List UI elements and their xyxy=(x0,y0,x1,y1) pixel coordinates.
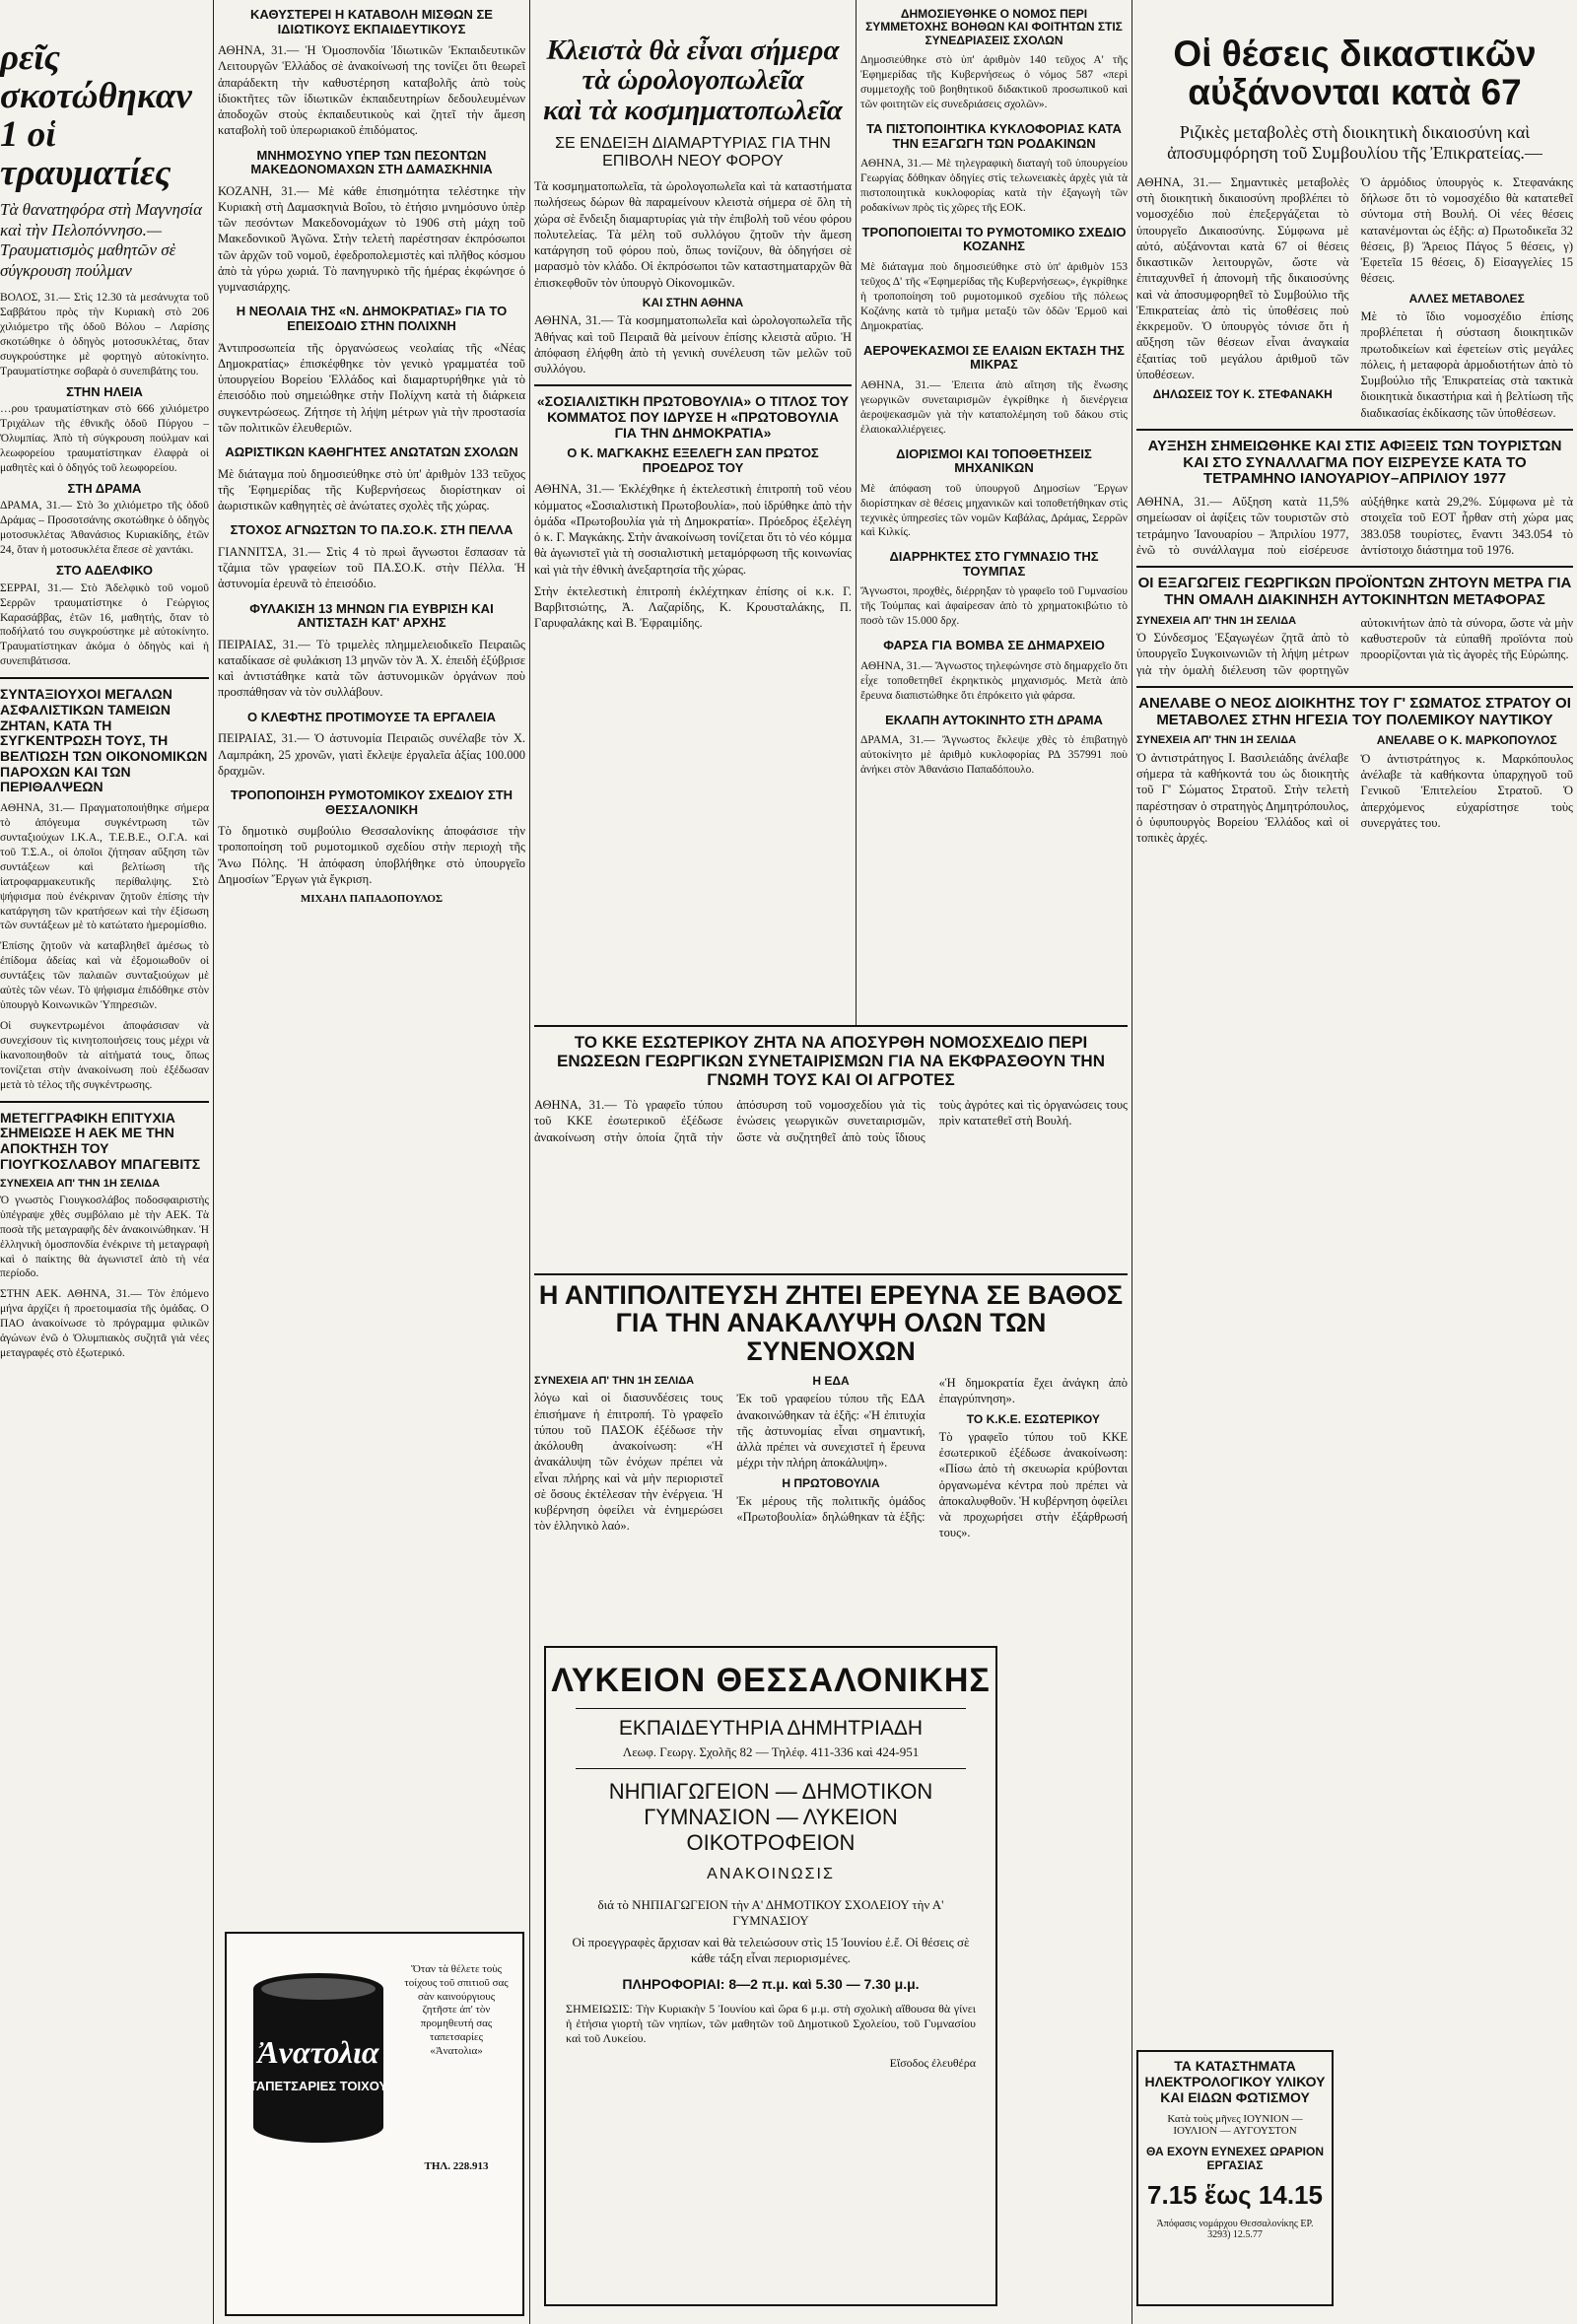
story-text: ΠΕΙΡΑΙΑΣ, 31.— Ὁ ἀστυνομία Πειραιῶς συνέλαβε τὸν Χ. Λαμπράκη, 25 χρονῶν, γιατὶ ἔκλεψε ἐργαλεῖα ἀξίας 100.000 δραχμῶν. xyxy=(218,731,525,778)
story-headline: ΣΥΝΤΑΞΙΟΥΧΟΙ ΜΕΓΑΛΩΝ ΑΣΦΑΛΙΣΤΙΚΩΝ ΤΑΜΕΙΩΝ ΖΗΤΑΝ, ΚΑΤΑ ΤΗ ΣΥΓΚΕΝΤΡΩΣΗ ΤΟΥΣ, ΤΗ ΒΕΛΤΙΩΣΗ ΤΩΝ ΟΙΚΟΝΟΜΙΚΩΝ ΠΑΡΟΧΩΝ ΚΑΙ ΤΩΝ ΠΕΡΙΘΑΛΨΕΩΝ xyxy=(0,686,208,795)
ad-line: ΟΙΚΟΤΡΟΦΕΙΟΝ xyxy=(686,1830,856,1855)
story-headline: ΔΙΟΡΙΣΜΟΙ ΚΑΙ ΤΟΠΟΘΕΤΗΣΕΙΣ ΜΗΧΑΝΙΚΩΝ xyxy=(896,445,1092,476)
story-text: ΑΘΗΝΑ, 31.— Πραγματοποιήθηκε σήμερα τὸ ἀπόγευμα συγκέντρωση τῶν συνταξιούχων Ι.Κ.Α., Τ.Ε.Β.Ε., Ο.Γ.Α. καὶ τοῦ Τ.Σ.Α., οἱ ὁποῖοι ζήτησαν αὔξηση τῶν συντάξεων καὶ βελτίωση τῆς ἰατροφαρμακευτικῆς περίθαλψης. Στὸ ψήφισμα ποὺ ἐνέκριναν ζητοῦν ἐπίσης τὴν κατάργηση τῶν κρατήσεων καὶ τὴν ἐξίσωση τῶν συντάξεων μὲ τὸ κατώτατο ἡμερομίσθιο. xyxy=(0,801,209,932)
story-headline: ΑΝΕΛΑΒΕ Ο ΝΕΟΣ ΔΙΟΙΚΗΤΗΣ ΤΟΥ Γ' ΣΩΜΑΤΟΣ ΣΤΡΑΤΟΥ ΟΙ ΜΕΤΑΒΟΛΕΣ ΣΤΗΝ ΗΓΕΣΙΑ ΤΟΥ ΠΟΛΕΜΙΚΟΥ ΝΑΥΤΙΚΟΥ xyxy=(1138,694,1571,728)
deck: Τὰ θανατηφόρα στὴ Μαγνησία καὶ τὴν Πελοπόννησο.— Τραυματισμὸς μαθητῶν σὲ σύγκρουση πούλμαν xyxy=(0,200,203,280)
ad-footer: Ἀπόφασις νομάρχου Θεσσαλονίκης ΕΡ. 3293) 12.5.77 xyxy=(1156,2219,1314,2240)
main-headline: ρεῖς σκοτώθηκαν xyxy=(0,37,192,116)
story-headline: ΤΟ ΚΚΕ ΕΣΩΤΕΡΙΚΟΥ ΖΗΤΑ ΝΑ ΑΠΟΣΥΡΘΗ ΝΟΜΟΣΧΕΔΙΟ ΠΕΡΙ ΕΝΩΣΕΩΝ ΓΕΩΡΓΙΚΩΝ ΣΥΝΕΤΑΙΡΙΣΜΩΝ ΓΙΑ ΝΑ ΕΚΦΡΑΣΘΟΥΝ ΤΗΝ ΓΝΩΜΗ ΤΟΥΣ ΚΑΙ ΟΙ ΑΓΡΟΤΕΣ xyxy=(557,1033,1105,1090)
column-rule xyxy=(213,0,214,2324)
column-5 xyxy=(1136,0,1573,2324)
divider xyxy=(1136,686,1573,688)
story-text: ΑΘΗΝΑ, 31.— Ἐπειτα ἀπὸ αἴτηση τῆς ἕνωσης γεωργικῶν συνεταιρισμῶν ἐγκρίθηκε ἡ διενέργεια ἀεροψεκασμῶν γιὰ τὴν καταπολέμηση τοῦ δάκου στὶς ἐλαιοκαλλιέργειες. xyxy=(860,378,1128,436)
section-text: …ρου τραυματίστηκαν στὸ 666 χιλιόμετρο Τριχάλων τῆς ἐθνικῆς ὁδοῦ Πύργου – Ὀλυμπίας. Ἀπὸ τὴ σύγκρουση πούλμαν καὶ λεωφορείου τραυματίστηκαν ἐλαφρὰ οἱ μαθητὲς καὶ ὁ ὁδηγός τοῦ λεωφορείου. xyxy=(0,403,209,474)
ad-text: ΘΑ ΕΧΟΥΝ ΕΥΝΕΧΕΣ ΩΡΑΡΙΟΝ ΕΡΓΑΣΙΑΣ xyxy=(1146,2145,1324,2172)
story-headline: ΔΙΑΡΡΗΚΤΕΣ ΣΤΟ ΓΥΜΝΑΣΙΟ ΤΗΣ ΤΟΥΜΠΑΣ xyxy=(889,549,1099,579)
story-headline: Η ΑΝΤΙΠΟΛΙΤΕΥΣΗ ΖΗΤΕΙ ΕΡΕΥΝΑ ΣΕ ΒΑΘΟΣ ΓΙΑ ΤΗΝ ΑΝΑΚΑΛΥΨΗ ΟΛΩΝ ΤΩΝ ΣΥΝΕΝΟΧΩΝ xyxy=(538,1281,1124,1366)
divider xyxy=(534,1273,1128,1275)
story-text: ΑΘΗΝΑ, 31.— Τὸ γραφεῖο τύπου τοῦ ΚΚΕ ἐσωτερικοῦ ἐξέδωσε ἀνακοίνωση στὴν ὁποία ζητᾶ τὴν ἀπόσυρση τοῦ νομοσχεδίου γιὰ τὶς ἑνώσεις γεωργικῶν συνεταιρισμῶν, ὥστε νὰ συζητηθεῖ ἀπὸ τοὺς ἴδιους τοὺς ἀγρότες καὶ τὶς ὀργανώσεις τους πρὶν κατατεθεῖ στὴ Βουλή. xyxy=(534,1098,1128,1144)
ad-notice: ΑΝΑΚΟΙΝΩΣΙΣ xyxy=(707,1866,835,1882)
headline-3: καὶ τὰ κοσμηματοπωλεῖα xyxy=(543,94,843,126)
ad-subtitle: ΕΚΠΑΙΔΕΥΤΗΡΙΑ ΔΗΜΗΤΡΙΑΔΗ xyxy=(618,1717,924,1740)
section-text: Ὁ ἀντιστράτηγος κ. Μαρκόπουλος ἀνέλαβε τὰ καθήκοντα ὑπαρχηγοῦ τοῦ Γενικοῦ Ἐπιτελείου Στρατοῦ. Ὁ ἀπερχόμενος εὐχαρίστησε τοὺς συνεργάτες του. xyxy=(1360,751,1573,830)
section-title: ΤΟ Κ.Κ.Ε. ΕΣΩΤΕΡΙΚΟΥ xyxy=(966,1411,1100,1426)
ad-info: ΠΛΗΡΟΦΟΡΙΑΙ: 8—2 π.μ. καὶ 5.30 — 7.30 μ.μ. xyxy=(622,1976,920,1992)
story-columns xyxy=(1136,174,1573,421)
section-title: ΚΑΙ ΣΤΗΝ ΑΘΗΝΑ xyxy=(642,295,744,309)
story-text: Μὲ διάταγμα ποὺ δημοσιεύθηκε στὸ ὑπ' ἀριθμὸν 133 τεῦχος τῆς Ἐφημερίδας τῆς Κυβερνήσεως διορίστηκαν οἱ ἀωριστικῶν καθηγητὲς σὲ ἀνώτατες σχολὲς τῆς χώρας. xyxy=(218,466,525,513)
column-rule xyxy=(856,0,857,1025)
story-text: ΚΟΖΑΝΗ, 31.— Μὲ κάθε ἐπισημότητα τελέστηκε τὴν Κυριακὴ στὴ Δαμασκηνιὰ Βοΐου, τὸ ἐτήσιο μνημόσυνο ὑπὲρ τῶν πεσόντων Μακεδονομάχων τὸ 1906 στὴ μάχη τοῦ Μακεδονικοῦ Ἀγῶνα. Στὴν τελετὴ παρέστησαν ἐκπρόσωποι τῶν ἀρχῶν τοῦ νομοῦ, ἐφεδροπολεμιστὲς καὶ πλῆθος κόσμου ἀπὸ τὰ γύρω χωριά. Τὸ πανηγυρικὸ τῆς ἡμέρας ἐκφώνησε ὁ γυμνασιάρχης. xyxy=(218,183,525,295)
divider xyxy=(0,1101,209,1103)
kke-story xyxy=(534,1033,1128,1269)
school-ad xyxy=(544,1646,997,2306)
section-text: Ὁ ἁρμόδιος ὑπουργὸς κ. Στεφανάκης δήλωσε ὅτι τὸ νομοσχέδιο θὰ κατατεθεῖ σύντομα στὴ Βουλή. Οἱ νέες θέσεις κατανέμονται ὡς ἑξῆς: α) Πρωτοδικεῖα 32 θέσεις, β) Ἄρειος Πάγος 5 θέσεις, γ) Ἐφετεῖα 15 θέσεις, δ) Εἰσαγγελίες 15 θέσεις. xyxy=(1360,174,1573,286)
divider xyxy=(0,677,209,679)
story-text: ΑΘΗΝΑ, 31.— Ἐκλέχθηκε ἡ ἐκτελεστικὴ ἐπιτροπὴ τοῦ νέου κόμματος «Σοσιαλιστικὴ Πρωτοβουλία», ποὺ ἱδρύθηκε ἀπὸ τὴν ὁμάδα «Πρωτοβουλία γιὰ τὴ Δημοκρατία». Πρόεδρος ἐξελέγη ὁ κ. Γ. Μαγκάκης. Στὴν ἀνακοίνωση τονίζεται ὅτι τὸ νέο κόμμα θὰ ἀγωνιστεῖ γιὰ τὴ σοσιαλιστικὴ μεταμόρφωση τῆς κοινωνίας καὶ γιὰ τὴν ἐθνικὴ ἀνεξαρτησία τῆς χώρας. xyxy=(534,482,852,577)
story-text: Ὁ Σύνδεσμος Ἐξαγωγέων ζητᾶ ἀπὸ τὸ ὑπουργεῖο Συγκοινωνιῶν τὴ λήψη μέτρων γιὰ τὴν ὁμαλὴ διέλευση τῶν φορτηγῶν αὐτοκινήτων ἀπὸ τὰ σύνορα, ὥστε νὰ μὴν καθυστεροῦν τὰ εὐπαθῆ προϊόντα ποὺ προορίζονται γιὰ τὶς ἀγορὲς τῆς Εὐρώπης. xyxy=(1136,615,1573,677)
section-text: ΑΘΗΝΑ, 31.— Τὰ κοσμηματοπωλεῖα καὶ ὡρολογοπωλεῖα τῆς Ἀθήνας καὶ τοῦ Πειραιᾶ θὰ μείνουν ἐπίσης κλειστὰ αὔριο. Ἡ ἀπόφαση ἐλήφθη ἀπὸ τὴ γενικὴ συνέλευση τῶν μελῶν τοῦ συλλόγου. xyxy=(534,313,852,376)
section-text: ΔΡΑΜΑ, 31.— Στὸ 3ο χιλιόμετρο τῆς ὁδοῦ Δράμας – Προσοτσάνης σκοτώθηκε ὁ ὁδηγὸς μοτοσυκλέτας Ἀθανάσιος Κυριακίδης, ἐτῶν 24, ὅταν ἡ μοτοσυκλέτα ἔπεσε σὲ χαντάκι. xyxy=(0,500,209,557)
column-3-upper xyxy=(534,0,852,1025)
article-text: Τὰ κοσμηματοπωλεῖα, τὰ ὡρολογοπωλεῖα καὶ τὰ καταστήματα πωλήσεως δώρων θὰ παραμείνουν κλειστὰ σήμερα σὲ ὅλη τὴ χώρα σὲ ἔνδειξη διαμαρτυρίας γιὰ τὴν ἐπιβολὴ τοῦ νέου φόρου πολυτελείας. Τὰ μέλη τοῦ συλλόγου ζητοῦν τὴν ἄμεση κατάργηση τοῦ φόρου ποὺ, ὅπως τονίζουν, θὰ ὁδηγήσει σὲ μαρασμὸ τὸν κλάδο. Οἱ ἐκπρόσωποι τῶν καταστηματαρχῶν θὰ ἐπισκεφθοῦν τὸν ὑπουργὸ Οἰκονομικῶν. xyxy=(534,179,852,290)
section-title: ΣΤΟ ΑΔΕΛΦΙΚΟ xyxy=(55,563,153,579)
section-title: Η ΠΡΩΤΟΒΟΥΛΙΑ xyxy=(782,1475,880,1490)
section-text: Ἐκ τοῦ γραφείου τύπου τῆς ΕΔΑ ἀνακοινώθηκαν τὰ ἑξῆς: «Ἡ ἐπιτυχία τῆς ἀστυνομίας εἶναι σημαντική, ἀλλὰ πρέπει νὰ συνεχιστεῖ ἡ ἔρευνα μέχρι τὴν πλήρη ἀποκάλυψη». xyxy=(736,1392,926,1470)
divider xyxy=(1136,429,1573,431)
section-title: ΔΗΛΩΣΕΙΣ ΤΟΥ Κ. ΣΤΕΦΑΝΑΚΗ xyxy=(1152,387,1333,402)
story-headline: ΑΕΡΟΨΕΚΑΣΜΟΙ ΣΕ ΕΛΑΙΩΝ ΕΚΤΑΣΗ ΤΗΣ ΜΙΚΡΑΣ xyxy=(863,342,1125,373)
section-text: Τὸ γραφεῖο τύπου τοῦ ΚΚΕ ἐσωτερικοῦ ἐξέδωσε ἀνακοίνωση: «Πίσω ἀπὸ τὴ σκευωρία κρύβονται ὀργανωμένα κέντρα ποὺ πρέπει νὰ ἀποκαλυφθοῦν. Ἡ κυβέρνηση ὀφείλει νὰ προχωρήσει στὴν ἐξάρθρωσή τους». xyxy=(938,1429,1128,1540)
story-text: ΑΘΗΝΑ, 31.— Ἡ Ὁμοσπονδία Ἰδιωτικῶν Ἐκπαιδευτικῶν Λειτουργῶν Ἑλλάδος σὲ ἀνακοίνωσή της τονίζει ὅτι θεωρεῖ ἀπαράδεκτη τὴν καθυστέρηση καταβολῆς ἀπὸ τοὺς ἰδιοκτῆτες τῶν ἰδιωτικῶν ἐκπαιδευτηρίων δεδουλευμένων ἀποδοχῶν στοὺς ἐκπαιδευτικοὺς καὶ ζητεῖ τὴν ἄμεση καταβολὴ τοῦ ὑπερωριακοῦ ἐπιδόματος. xyxy=(218,43,525,138)
story-headline: ΑΥΞΗΣΗ ΣΗΜΕΙΩΘΗΚΕ ΚΑΙ ΣΤΙΣ ΑΦΙΞΕΙΣ ΤΩΝ ΤΟΥΡΙΣΤΩΝ ΚΑΙ ΣΤΟ ΣΥΝΑΛΛΑΓΜΑ ΠΟΥ ΕΙΣΡΕΥΣΕ ΚΑΤΑ ΤΟ ΤΕΤΡΑΜΗΝΟ ΙΑΝΟΥΑΡΙΟΥ–ΑΠΡΙΛΙΟΥ 1977 xyxy=(1147,437,1562,488)
article-text: ΑΘΗΝΑ, 31.— Σημαντικὲς μεταβολὲς στὴ διοικητικὴ δικαιοσύνη προβλέπει τὸ νομοσχέδιο ποὺ ἐπεξεργάζεται τὸ ὑπουργεῖο Δικαιοσύνης. Σύμφωνα μὲ αὐτό, αὐξάνονται κατὰ 67 οἱ θέσεις δικαστικῶν λειτουργῶν, ὥστε νὰ ἐπιταχυνθεῖ ἡ ἀπονομὴ τῆς δικαιοσύνης καὶ νὰ ἀποσυμφορηθεῖ τὸ Συμβούλιο τῆς Ἐπικρατείας ἀπὸ τὶς ὑποθέσεις ποὺ ἐκκρεμοῦν. Ὁ ὑπουργὸς τόνισε ὅτι ἡ αὔξηση τῶν θέσεων εἶναι ἀναγκαία ἐξαιτίας τοῦ μεγάλου ἀριθμοῦ τῶν ὑποθέσεων. xyxy=(1136,174,1349,381)
story-text: ΣΤΗΝ ΑΕΚ. ΑΘΗΝΑ, 31.— Τὸν ἑπόμενο μήνα ἀρχίζει ἡ προετοιμασία τῆς ὁμάδας. Ο ΠΑΟ ἀνακοίνωσε τὸ πρόγραμμα φιλικῶν ἀγώνων ἐνῶ ὁ Ὀλυμπιακὸς συζητᾶ γιὰ νέες μεταγραφές στὸ ἐξωτερικό. xyxy=(0,1288,209,1360)
divider xyxy=(1136,566,1573,568)
signature: ΜΙΧΑΗΛ ΠΑΠΑΔΟΠΟΥΛΟΣ xyxy=(300,893,444,906)
ad-line: ΓΥΜΝΑΣΙΟΝ — ΛΥΚΕΙΟΝ xyxy=(644,1805,898,1829)
section-title: ΣΤΗ ΔΡΑΜΑ xyxy=(67,480,142,496)
anatolia-logo xyxy=(244,1963,392,2151)
story-text: ΑΘΗΝΑ, 31.— Αὔξηση κατὰ 11,5% σημείωσαν οἱ ἀφίξεις τῶν τουριστῶν στὸ τετράμηνο Ἰανουαρίου – Ἀπριλίου 1977, ἐνῶ τὸ συνάλλαγμα ποὺ εἰσέρευσε αὐξήθηκε κατὰ 29,2%. Σύμφωνα μὲ τὰ στοιχεῖα τοῦ ΕΟΤ ἦρθαν στὴ χώρα μας 383.058 τουρίστες, ἔναντι 343.054 τὸ ἀντίστοιχο διάστημα τοῦ 1976. xyxy=(1136,495,1573,557)
anatolia-ad xyxy=(225,1932,524,2316)
main-headline-2: 1 οἱ τραυματίες xyxy=(0,113,171,193)
story-text: Ἐπίσης ζητοῦν νὰ καταβληθεῖ ἀμέσως τὸ ἐπίδομα ἀδείας καὶ νὰ ἐξομοιωθοῦν οἱ συντάξεις τῶν παλαιῶν συνταξιούχων μὲ αὐτὲς τῶν νέων. Τὸ ψήφισμα ἐπιδόθηκε στὸν ὑπουργὸ Κοινωνικῶν Ὑπηρεσιῶν. xyxy=(0,940,209,1012)
ad-text: διά τὸ ΝΗΠΙΑΓΩΓΕΙΟΝ τὴν Α' ΔΗΜΟΤΙΚΟΥ ΣΧΟΛΕΙΟΥ τὴν Α' ΓΥΜΝΑΣΙΟΥ xyxy=(597,1897,944,1928)
story-headline: ΤΡΟΠΟΠΟΙΕΙΤΑΙ ΤΟ ΡΥΜΟΤΟΜΙΚΟ ΣΧΕΔΙΟ ΚΟΖΑΝΗΣ xyxy=(861,224,1127,254)
column-rule xyxy=(1131,0,1132,2324)
story-headline: ΣΤΟΧΟΣ ΑΓΝΩΣΤΩΝ ΤΟ ΠΑ.ΣΟ.Κ. ΣΤΗ ΠΕΛΛΑ xyxy=(230,522,514,538)
story-columns xyxy=(534,1375,1128,1541)
story-text: Ὁ ἀντιστράτηγος Ι. Βασιλειάδης ἀνέλαβε σήμερα τὰ καθήκοντά του ὡς διοικητὴς τοῦ Γ' Σώματος Στρατοῦ. Στὴν τελετὴ παρέστησαν ὁ στρατηγὸς Δημητρόπουλος, ὁ ὑφυπουργὸς Βορείου Ἑλλάδος καὶ οἱ τοπικὲς ἀρχές. xyxy=(1136,750,1349,846)
story-text: Ἀντιπροσωπεία τῆς ὀργανώσεως νεολαίας τῆς «Νέας Δημοκρατίας» ἐπισκέφθηκε τὸν γενικὸ γραμματέα τοῦ ὑπουργείου Βορείου Ἑλλάδος καὶ διαμαρτυρήθηκε γιὰ τὸ ἐπεισόδιο ποὺ σημειώθηκε στὴν Πολίχνη κατὰ τὴ διάρκεια συγκεντρώσεως. Ζήτησε τὴ λήψη μέτρων γιὰ τὴν προστασία τῶν πολιτικῶν ἐλευθεριῶν. xyxy=(218,340,525,435)
ad-line: ΗΛΕΚΤΡΟΛΟΓΙΚΟΥ ΥΛΙΚΟΥ xyxy=(1144,2074,1326,2089)
headline-2: αὐξάνονται κατὰ 67 xyxy=(1188,71,1522,112)
story-headline: ΔΗΜΟΣΙΕΥΘΗΚΕ Ο ΝΟΜΟΣ ΠΕΡΙ ΣΥΜΜΕΤΟΧΗΣ ΒΟΗΘΩΝ ΚΑΙ ΦΟΙΤΗΤΩΝ ΣΤΙΣ ΣΥΝΕΔΡΙΑΣΕΙΣ ΣΧΟΛΩΝ xyxy=(865,7,1123,47)
story-headline: ΦΥΛΑΚΙΣΗ 13 ΜΗΝΩΝ ΓΙΑ ΕΥΒΡΙΣΗ ΚΑΙ ΑΝΤΙΣΤΑΣΗ ΚΑΤ' ΑΡΧΗΣ xyxy=(249,600,494,631)
story-text: Τὸ δημοτικὸ συμβούλιο Θεσσαλονίκης ἀποφάσισε τὴν τροποποίηση τοῦ ρυμοτομικοῦ σχεδίου στὴν περιοχὴ τῆς Ἄνω Πόλης. Ἡ ἀπόφαση ὑποβλήθηκε στὸ ὑπουργεῖο Δημοσίων Ἔργων γιὰ ἔγκριση. xyxy=(218,824,525,886)
shops-ad xyxy=(1136,2050,1334,2306)
column-rule xyxy=(529,0,530,2324)
ad-text: Κατὰ τοὺς μῆνες ΙΟΥΝΙΟΝ — ΙΟΥΛΙΟΝ — ΑΥΓΟΥΣΤΟΝ xyxy=(1167,2113,1303,2137)
section-text: Μὲ τὸ ἴδιο νομοσχέδιο ἐπίσης προβλέπεται ἡ σύσταση διοικητικῶν πρωτοδικείων καὶ ἐφετείων στὶς μεγάλες πόλεις, ἡ μεταφορὰ ἁρμοδιοτήτων ἀπὸ τὸ Συμβούλιο τῆς Ἐπικρατείας στὰ τακτικὰ διοικητικὰ δικαστήρια καὶ ἡ βελτίωση τῆς διαδικασίας ἐκδίκασης τῶν ὑποθέσεων. xyxy=(1360,309,1573,420)
deck: ΣΕ ΕΝΔΕΙΞΗ ΔΙΑΜΑΡΤΥΡΙΑΣ ΓΙΑ ΤΗΝ ΕΠΙΒΟΛΗ ΝΕΟΥ ΦΟΡΟΥ xyxy=(555,135,831,171)
section-title: Η ΕΔΑ xyxy=(812,1374,850,1389)
ad-address: Λεωφ. Γεωργ. Σχολῆς 82 — Τηλέφ. 411-336 καὶ 424-951 xyxy=(622,1744,920,1759)
article-text: ΒΟΛΟΣ, 31.— Στὶς 12.30 τὰ μεσάνυχτα τοῦ Σαββάτου πρὸς τὴν Κυριακὴ στὸ 206 χιλιόμετρο τῆς ὁδοῦ Βόλου – Λαρίσης σκοτώθηκε ὁ ὁδηγὸς μοτοσυκλέτας, ὅταν συγκρούστηκε μὲ φορτηγὸ αὐτοκίνητο. Τραυματίστηκε σοβαρὰ ὁ συνεπιβάτης του. xyxy=(0,291,209,377)
story-headline: Η ΝΕΟΛΑΙΑ ΤΗΣ «Ν. ΔΗΜΟΚΡΑΤΙΑΣ» ΓΙΑ ΤΟ ΕΠΕΙΣΟΔΙΟ ΣΤΗΝ ΠΟΛΙΧΝΗ xyxy=(236,304,508,333)
story-text: λόγω καὶ οἱ διασυνδέσεις τους ἐπισήμανε ἡ ἐπιτροπή. Τὸ γραφεῖο τύπου τοῦ ΠΑΣΟΚ ἐξέδωσε τὴν ἀκόλουθη ἀνακοίνωση: «Ἡ ἀνακάλυψη τῶν ἐνόχων πρέπει νὰ εἶναι πλήρης καὶ νὰ μὴν περιοριστεῖ σὲ ὅσους ἐκτέλεσαν τὴν ἐνέργεια. Ἡ κυβέρνηση ὀφείλει νὰ ἐνημερώσει τὸν ἑλληνικὸ λαό». xyxy=(534,1391,723,1534)
headline: Κλειστὰ θὰ εἶναι σήμερα xyxy=(546,34,840,66)
brand-name: Ἀνατολια xyxy=(257,2034,379,2070)
section-title: ΑΛΛΕΣ ΜΕΤΑΒΟΛΕΣ xyxy=(1408,291,1525,306)
divider xyxy=(534,1025,1128,1027)
story-text: Οἱ συγκεντρωμένοι ἀποφάσισαν νὰ συνεχίσουν τὶς κινητοποιήσεις τους μέχρι νὰ ἱκανοποιηθοῦν τὰ αἰτήματά τους, ὅπως τονίζεται στὴν ἀνακοίνωση ποὺ ἐξέδωσαν μετὰ τὸ τέλος τῆς συγκέντρωσης. xyxy=(0,1020,209,1091)
ad-line: ΤΑ ΚΑΤΑΣΤΗΜΑΤΑ xyxy=(1174,2058,1296,2074)
column-4 xyxy=(860,0,1128,1025)
deck: Ριζικὲς μεταβολὲς στὴ διοικητικὴ δικαιοσύνη καὶ ἀποσυμφόρηση τοῦ Συμβουλίου τῆς Ἐπικρατείας.— xyxy=(1167,121,1543,164)
column-1 xyxy=(0,0,209,2324)
continued-label: ΣΥΝΕΧΕΙΑ ΑΠ' ΤΗΝ 1Η ΣΕΛΙΔΑ xyxy=(0,1178,161,1191)
story-text: Μὲ διάταγμα ποὺ δημοσιεύθηκε στὸ ὑπ' ἀριθμὸν 153 τεῦχος Δ' τῆς «Ἐφημερίδας τῆς Κυβερνήσεως», ἐγκρίθηκε ἡ τροποποίηση τοῦ ρυμοτομικοῦ σχεδίου τῆς πόλεως Κοζάνης κατὰ τὸ τμῆμα μεταξὺ τῶν ὁδῶν Ἑρμοῦ καὶ Δημοκρατίας. xyxy=(860,261,1128,332)
story-headline: ΟΙ ΕΞΑΓΩΓΕΙΣ ΓΕΩΡΓΙΚΩΝ ΠΡΟΪΟΝΤΩΝ ΖΗΤΟΥΝ ΜΕΤΡΑ ΓΙΑ ΤΗΝ ΟΜΑΛΗ ΔΙΑΚΙΝΗΣΗ ΑΥΤΟΚΙΝΗΤΩΝ ΜΕΤΑΦΟΡΑΣ xyxy=(1137,575,1572,608)
story-headline: ΚΑΘΥΣΤΕΡΕΙ Η ΚΑΤΑΒΟΛΗ ΜΙΣΘΩΝ ΣΕ ΙΔΙΩΤΙΚΟΥΣ ΕΚΠΑΙΔΕΥΤΙΚΟΥΣ xyxy=(250,7,493,36)
story-text: ΠΕΙΡΑΙΑΣ, 31.— Τὸ τριμελὲς πλημμελειοδικεῖο Πειραιῶς καταδίκασε σὲ φυλάκιση 13 μηνῶν τὸν Ἀ. Χ. ἐπειδὴ ἐξύβρισε καὶ ἀντιστάθηκε κατὰ τῶν ἀστυνομικῶν ὀργάνων ποὺ προσπάθησαν νὰ τὸν συλλάβουν. xyxy=(218,637,525,700)
ad-text: ΣΗΜΕΙΩΣΙΣ: Τὴν Κυριακὴν 5 Ἰουνίου καὶ ὥρα 6 μ.μ. στὴ σχολικὴ αἴθουσα θὰ γίνει ἡ ἐτήσια γιορτὴ τῶν νηπίων, τῶν μαθητῶν τοῦ Δημοτικοῦ Σχολείου, τοῦ Γυμνασίου καὶ τοῦ Λυκείου. xyxy=(566,2002,976,2045)
story-headline: ΦΑΡΣΑ ΓΙΑ ΒΟΜΒΑ ΣΕ ΔΗΜΑΡΧΕΙΟ xyxy=(883,638,1105,653)
headline-2: τὰ ὡρολογοπωλεῖα xyxy=(582,64,804,97)
story-text: Ὁ γνωστὸς Γιουγκοσλάβος ποδοσφαιριστὴς ὑπέγραψε χθὲς συμβόλαιο μὲ τὴν ΑΕΚ. Τὰ ποσὰ τῆς μεταγραφῆς δὲν ἀνακοινώθηκαν. Ἡ ἑλληνικὴ ὁμοσπονδία ἐνέκρινε τὴ μεταγραφὴ καὶ ὁ παίκτης θὰ ἀγωνιστεῖ ἀπὸ τὴ νέα περίοδο. xyxy=(0,1194,209,1280)
story-text: Δημοσιεύθηκε στὸ ὑπ' ἀριθμὸν 140 τεῦχος Α' τῆς Ἐφημερίδας τῆς Κυβερνήσεως ὁ νόμος 587 «περὶ συμμετοχῆς τοῦ βοηθητικοῦ διδακτικοῦ προσωπικοῦ καὶ τῶν φοιτητῶν εἰς συνεδριάσεις σχολῶν». xyxy=(860,54,1128,111)
story-text: Μὲ ἀπόφαση τοῦ ὑπουργοῦ Δημοσίων Ἔργων διορίστηκαν σὲ θέσεις μηχανικῶν καὶ τοποθετήθηκαν στὶς τεχνικὲς ὑπηρεσίες τῶν νομῶν Καβάλας, Δράμας, Σερρῶν καὶ Κιλκίς. xyxy=(860,482,1128,539)
headline: Οἱ θέσεις δικαστικῶν xyxy=(1173,34,1537,74)
continued-label: ΣΥΝΕΧΕΙΑ ΑΠ' ΤΗΝ 1Η ΣΕΛΙΔΑ xyxy=(534,1375,695,1388)
ad-footer: Εἴσοδος ἐλευθέρα xyxy=(889,2056,976,2070)
ad-title: ΛΥΚΕΙΟΝ ΘΕΣΣΑΛΟΝΙΚΗΣ xyxy=(551,1662,991,1699)
ad-line: ΚΑΙ ΕΙΔΩΝ ΦΩΤΙΣΜΟΥ xyxy=(1160,2089,1310,2105)
story-columns xyxy=(1136,734,1573,846)
story-subhead: Ο Κ. ΜΑΓΚΑΚΗΣ ΕΞΕΛΕΓΗ ΣΑΝ ΠΡΩΤΟΣ ΠΡΟΕΔΡΟΣ ΤΟΥ xyxy=(567,445,819,475)
story-headline: ΜΝΗΜΟΣΥΝΟ ΥΠΕΡ ΤΩΝ ΠΕΣΟΝΤΩΝ ΜΑΚΕΔΟΝΟΜΑΧΩΝ ΣΤΗ ΔΑΜΑΣΚΗΝΙΑ xyxy=(250,147,493,177)
story-text: ΑΘΗΝΑ, 31.— Ἄγνωστος τηλεφώνησε στὸ δημαρχεῖο ὅτι εἶχε τοποθετηθεῖ ἐκρηκτικὸς μηχανισμός. Μετὰ ἀπὸ ἔρευνα διαπιστώθηκε ὅτι ἐπρόκειτο γιὰ φάρσα. xyxy=(860,659,1128,702)
story-headline: «ΣΟΣΙΑΛΙΣΤΙΚΗ ΠΡΩΤΟΒΟΥΛΙΑ» Ο ΤΙΤΛΟΣ ΤΟΥ ΚΟΜΜΑΤΟΣ ΠΟΥ ΙΔΡΥΣΕ Η «ΠΡΩΤΟΒΟΥΛΙΑ ΓΙΑ ΤΗΝ ΔΗΜΟΚΡΑΤΙΑ» xyxy=(536,393,850,441)
story-text: Ἄγνωστοι, προχθὲς, διέρρηξαν τὸ γραφεῖο τοῦ Γυμνασίου τῆς Τούμπας καὶ ἀφαίρεσαν ἀπὸ τὸ χρηματοκιβώτιο τὸ ποσὸ τῶν 15.000 δρχ. xyxy=(860,585,1128,628)
story-headline: ΑΩΡΙΣΤΙΚΩΝ ΚΑΘΗΓΗΤΕΣ ΑΝΩΤΑΤΩΝ ΣΧΟΛΩΝ xyxy=(225,444,518,460)
ad-phone: ΤΗΛ. 228.913 xyxy=(424,2160,489,2172)
continued-label: ΣΥΝΕΧΕΙΑ ΑΠ' ΤΗΝ 1Η ΣΕΛΙΔΑ xyxy=(1136,734,1297,747)
ad-text: Ὅταν τὰ θέλετε τοὺς τοίχους τοῦ σπιτιοῦ σας σὰν καινούργιους ζητῆστε ἀπ' τὸν προμηθευτή σας ταπετσαρίες «Ἀνατολια» xyxy=(404,1963,509,2057)
brand-tagline: ΤΑΠΕΤΣΑΡΙΕΣ ΤΟΙΧΟΥ xyxy=(248,2079,388,2093)
section-text: ΣΕΡΡΑΙ, 31.— Στὸ Ἀδελφικὸ τοῦ νομοῦ Σερρῶν τραυματίστηκε ὁ Γεώργιος Καρασάββας, ἐτῶν 16, μαθητής, ὅταν τὸ ποδήλατό του συγκρούστηκε μὲ αὐτοκίνητο. Τραυματίστηκαν ἀκόμα ὁ ὁδηγὸς καὶ ἡ συνεπιβάτισσα. xyxy=(0,581,209,668)
ad-line: ΝΗΠΙΑΓΩΓΕΙΟΝ — ΔΗΜΟΤΙΚΟΝ xyxy=(608,1779,933,1804)
story-headline: Ο ΚΛΕΦΤΗΣ ΠΡΟΤΙΜΟΥΣΕ ΤΑ ΕΡΓΑΛΕΙΑ xyxy=(246,709,497,724)
section-text: Ἐκ μέρους τῆς πολιτικῆς ὁμάδος «Πρωτοβουλία» δηλώθηκαν τὰ ἑξῆς: «Ἡ δημοκρατία ἔχει ἀνάγκη ἀπὸ ἐπαγρύπνηση». xyxy=(736,1376,1128,1525)
ad-hours: 7.15 ἕως 14.15 xyxy=(1147,2180,1323,2210)
story-headline: ΕΚΛΑΠΗ ΑΥΤΟΚΙΝΗΤΟ ΣΤΗ ΔΡΑΜΑ xyxy=(885,712,1103,727)
story-text: Στὴν ἐκτελεστικὴ ἐπιτροπὴ ἐκλέχτηκαν ἐπίσης οἱ κ.κ. Γ. Βαρβιτσιώτης, Ἀ. Λαζαρίδης, Κ. Κρουσταλάκης, Π. Γαρυφαλάκης καὶ Β. Ἐφραιμίδης. xyxy=(534,583,852,631)
section-title: ΣΤΗΝ ΗΛΕΙΑ xyxy=(66,383,143,399)
ad-text: Οἱ προεγγραφὲς ἄρχισαν καὶ θὰ τελειώσουν στὶς 15 Ἰουνίου ἐ.ἔ. Οἱ θέσεις σὲ κάθε τάξη εἶναι περιορισμένες. xyxy=(572,1935,970,1965)
story-text: ΓΙΑΝΝΙΤΣΑ, 31.— Στὶς 4 τὸ πρωὶ ἄγνωστοι ἔσπασαν τὰ τζάμια τῶν γραφείων τοῦ ΠΑ.ΣΟ.Κ. στὴν Πέλλα. Ἡ ἀστυνομία ἐρευνᾶ τὸ ἐπεισόδιο. xyxy=(218,544,525,591)
story-headline: ΜΕΤΕΓΓΡΑΦΙΚΗ ΕΠΙΤΥΧΙΑ ΣΗΜΕΙΩΣΕ Η ΑΕΚ ΜΕ ΤΗΝ ΑΠΟΚΤΗΣΗ ΤΟΥ ΓΙΟΥΓΚΟΣΛΑΒΟΥ ΜΠΑΓΕΒΙΤΣ xyxy=(0,1109,201,1172)
story-headline: ΤΑ ΠΙΣΤΟΠΟΙΗΤΙΚΑ ΚΥΚΛΟΦΟΡΙΑΣ ΚΑΤΑ ΤΗΝ ΕΞΑΓΩΓΗ ΤΩΝ ΡΟΔΑΚΙΝΩΝ xyxy=(866,121,1122,151)
divider xyxy=(534,384,852,386)
continued-label: ΣΥΝΕΧΕΙΑ ΑΠ' ΤΗΝ 1Η ΣΕΛΙΔΑ xyxy=(1136,614,1297,627)
story-headline: ΤΡΟΠΟΠΟΙΗΣΗ ΡΥΜΟΤΟΜΙΚΟΥ ΣΧΕΔΙΟΥ ΣΤΗ ΘΕΣΣΑΛΟΝΙΚΗ xyxy=(230,787,514,817)
story-text: ΔΡΑΜΑ, 31.— Ἄγνωστος ἔκλεψε χθὲς τὸ ἐπιβατηγὸ αὐτοκίνητο μὲ ἀριθμὸ κυκλοφορίας ΡΔ 357991 ποὺ ἀνήκει στὸν Ἀθανάσιο Παπαδόπουλο. xyxy=(860,734,1128,777)
section-title: ΑΝΕΛΑΒΕ Ο Κ. ΜΑΡΚΟΠΟΥΛΟΣ xyxy=(1376,733,1557,748)
story-columns xyxy=(1136,615,1573,678)
story-text: ΑΘΗΝΑ, 31.— Μὲ τηλεγραφικὴ διαταγὴ τοῦ ὑπουργείου Γεωργίας δόθηκαν ὁδηγίες στὶς τελωνειακὲς ἀρχὲς γιὰ τὰ πιστοποιητικὰ κυκλοφορίας κατὰ τὴν ἐξαγωγὴ τῶν ροδακίνων πρὸς τὶς χῶρες τῆς ΕΟΚ. xyxy=(860,158,1128,214)
